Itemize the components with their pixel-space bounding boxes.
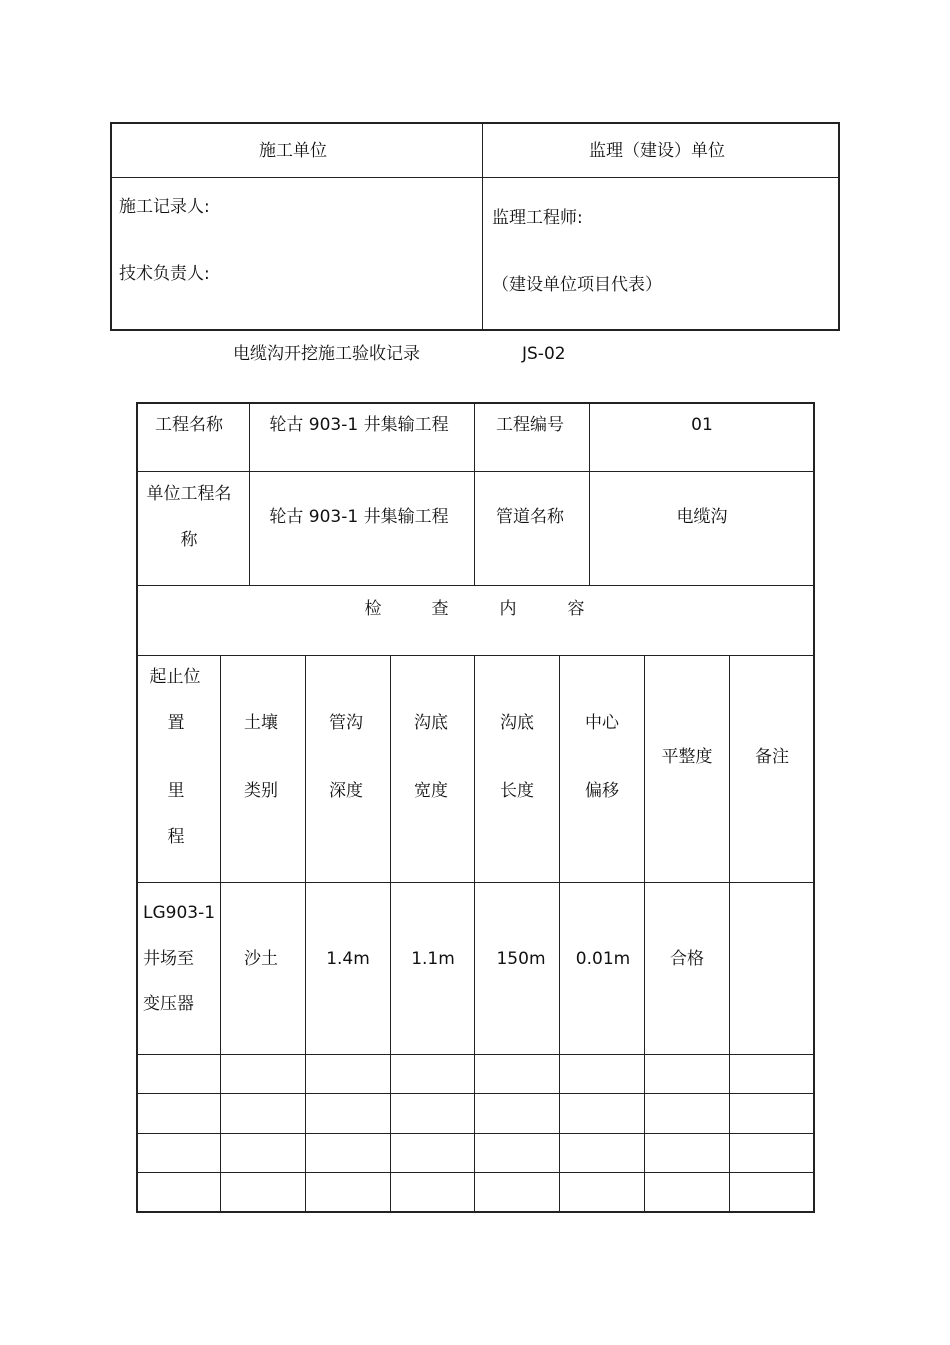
col-length-line2: 长度 xyxy=(500,781,534,801)
col-soil-line2: 类别 xyxy=(244,781,278,801)
check-header-char-4: 容 xyxy=(567,599,585,619)
col-depth-line2: 深度 xyxy=(329,781,363,801)
project-name-label: 工程名称 xyxy=(155,415,223,435)
project-no-value: 01 xyxy=(691,415,713,435)
col-position-line1: 起止位 xyxy=(149,667,201,687)
col-width-line1: 沟底 xyxy=(414,713,448,733)
col-depth-line1: 管沟 xyxy=(329,713,363,733)
engineer-label: 监理工程师: xyxy=(492,208,583,228)
unit-project-value: 轮古 903-1 井集输工程 xyxy=(269,507,449,527)
col-soil-line1: 土壤 xyxy=(244,713,278,733)
unit-project-label-line1: 单位工程名 xyxy=(146,484,232,504)
tech-lead-label: 技术负责人: xyxy=(119,264,210,284)
pipe-name-label: 管道名称 xyxy=(496,507,564,527)
project-name-value: 轮古 903-1 井集输工程 xyxy=(269,415,449,435)
check-header-char-2: 查 xyxy=(431,599,449,619)
col-position-line4: 程 xyxy=(167,827,185,847)
col-length-line1: 沟底 xyxy=(500,713,534,733)
row1-depth: 1.4m xyxy=(326,949,370,969)
col-offset-line2: 偏移 xyxy=(585,781,619,801)
check-header-char-3: 内 xyxy=(499,599,517,619)
pipe-name-value: 电缆沟 xyxy=(676,507,728,527)
owner-rep-label: （建设单位项目代表） xyxy=(492,275,662,295)
form-code: JS-02 xyxy=(522,344,566,364)
row1-position-line2: 井场至 xyxy=(143,949,194,969)
col-width-line2: 宽度 xyxy=(414,781,448,801)
unit-project-label-line2: 称 xyxy=(180,530,198,550)
row1-flatness: 合格 xyxy=(670,949,704,969)
row1-length: 150m xyxy=(496,949,546,969)
row1-width: 1.1m xyxy=(411,949,455,969)
row1-offset: 0.01m xyxy=(575,949,631,969)
project-no-label: 工程编号 xyxy=(496,415,564,435)
col-position-line3: 里 xyxy=(167,781,185,801)
col-flatness: 平整度 xyxy=(661,747,713,767)
row1-position-line3: 变压器 xyxy=(143,994,194,1014)
col-offset-line1: 中心 xyxy=(585,713,619,733)
check-header-char-1: 检 xyxy=(364,599,382,619)
contractor-header: 施工单位 xyxy=(259,141,327,161)
col-remarks: 备注 xyxy=(755,747,789,767)
row1-soil: 沙土 xyxy=(244,949,278,969)
recorder-label: 施工记录人: xyxy=(119,197,210,217)
col-position-line2: 置 xyxy=(167,713,185,733)
form-title: 电缆沟开挖施工验收记录 xyxy=(233,344,420,364)
supervisor-header: 监理（建设）单位 xyxy=(589,141,725,161)
row1-position-line1: LG903-1 xyxy=(143,903,216,923)
